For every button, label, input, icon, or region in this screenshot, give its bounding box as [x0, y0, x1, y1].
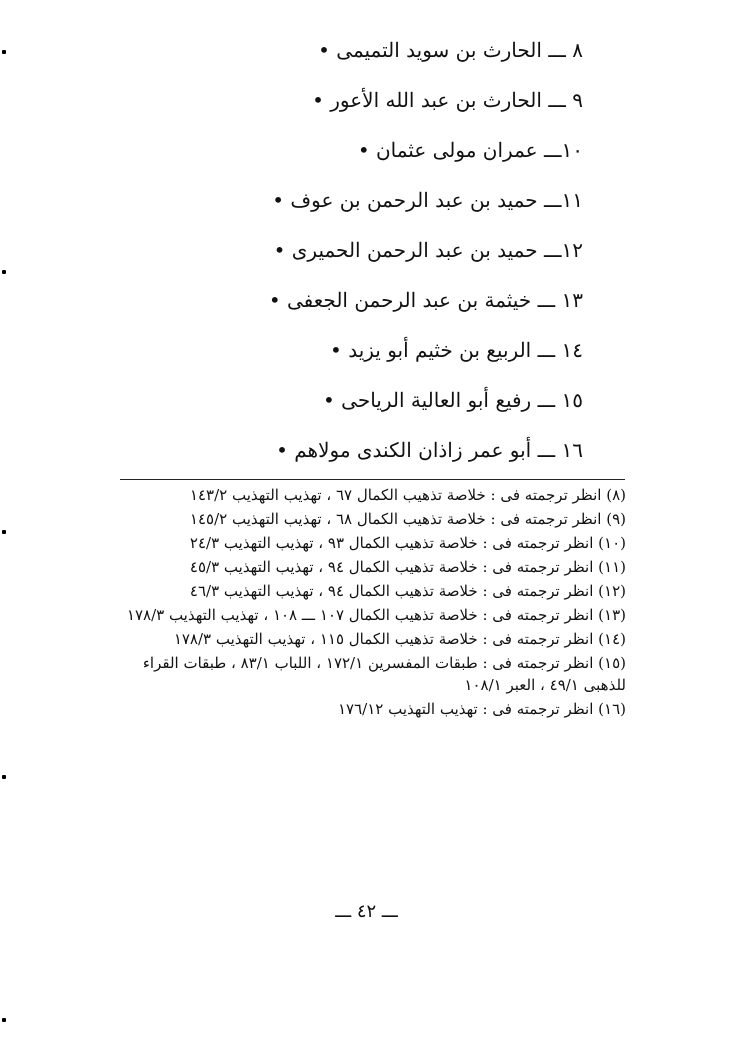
entry-name: الحارث بن عبد الله الأعور • — [312, 88, 542, 112]
entry-number: ١٦ ـــ — [537, 438, 583, 462]
footnotes — [116, 484, 626, 722]
list-item — [163, 338, 583, 362]
entry-name: الحارث بن سويد التميمى • — [318, 38, 542, 62]
list-item — [163, 388, 583, 412]
entry-number: ١٠ـــ — [543, 138, 583, 162]
list-item — [163, 438, 583, 462]
entry-number: ١٢ـــ — [543, 238, 583, 262]
entry-number: ٩ ـــ — [548, 88, 583, 112]
entry-name: أبو عمر زاذان الكندى مولاهم • — [276, 438, 532, 462]
margin-mark — [2, 270, 6, 274]
list-item — [163, 88, 583, 112]
entry-name: الربيع بن خثيم أبو يزيد • — [330, 338, 532, 362]
entry-number: ١١ـــ — [543, 188, 583, 212]
entry-name: عمران مولى عثمان • — [357, 138, 538, 162]
footnote: (١٠) انظر ترجمته فى : خلاصة تذهيب الكمال ٩٣ ، تهذيب التهذيب ٢٤/٣ — [189, 534, 626, 552]
footnote: (١٣) انظر ترجمته فى : خلاصة تذهيب الكمال ١٠٧ ـــ ١٠٨ ، تهذيب التهذيب ١٧٨/٣ — [126, 606, 626, 624]
list-item — [163, 288, 583, 312]
entry-name: خيثمة بن عبد الرحمن الجعفى • — [268, 288, 532, 312]
margin-mark — [2, 775, 6, 779]
entry-number: ٨ ـــ — [548, 38, 583, 62]
entry-number: ١٥ ـــ — [537, 388, 583, 412]
footnote: (١١) انظر ترجمته فى : خلاصة تذهيب الكمال ٩٤ ، تهذيب التهذيب ٤٥/٣ — [189, 558, 626, 576]
footnote-rule — [120, 479, 625, 480]
list-item — [163, 138, 583, 162]
footnote: (٨) انظر ترجمته فى : خلاصة تذهيب الكمال ٦٧ ، تهذيب التهذيب ١٤٣/٢ — [189, 486, 626, 504]
margin-mark — [2, 530, 6, 534]
footnote: (١٤) انظر ترجمته فى : خلاصة تذهيب الكمال ١١٥ ، تهذيب التهذيب ١٧٨/٣ — [173, 630, 626, 648]
list-item — [163, 38, 583, 62]
footnote: (١٢) انظر ترجمته فى : خلاصة تذهيب الكمال ٩٤ ، تهذيب التهذيب ٤٦/٣ — [189, 582, 626, 600]
page-number: ـــ ٤٢ ـــ — [335, 901, 398, 922]
entry-name: حميد بن عبد الرحمن الحميرى • — [273, 238, 538, 262]
list-item — [163, 238, 583, 262]
entry-name: حميد بن عبد الرحمن بن عوف • — [272, 188, 538, 212]
footnote: (١٥) انظر ترجمته فى : طبقات المفسرين ١٧٢/١ ، اللباب ٨٣/١ ، طبقات القراء للذهبى ٤٩/١ ، العبر ١٠٨/١ — [142, 654, 626, 694]
footnote: (٩) انظر ترجمته فى : خلاصة تذهيب الكمال ٦٨ ، تهذيب التهذيب ١٤٥/٢ — [189, 510, 626, 528]
entry-number: ١٤ ـــ — [537, 338, 583, 362]
footnote: (١٦) انظر ترجمته فى : تهذيب التهذيب ١٧٦/١٢ — [338, 700, 626, 718]
list-item — [163, 188, 583, 212]
margin-mark — [2, 1018, 6, 1022]
margin-mark — [2, 50, 6, 54]
entry-number: ١٣ ـــ — [537, 288, 583, 312]
entry-name: رفيع أبو العالية الرياحى • — [323, 388, 532, 412]
